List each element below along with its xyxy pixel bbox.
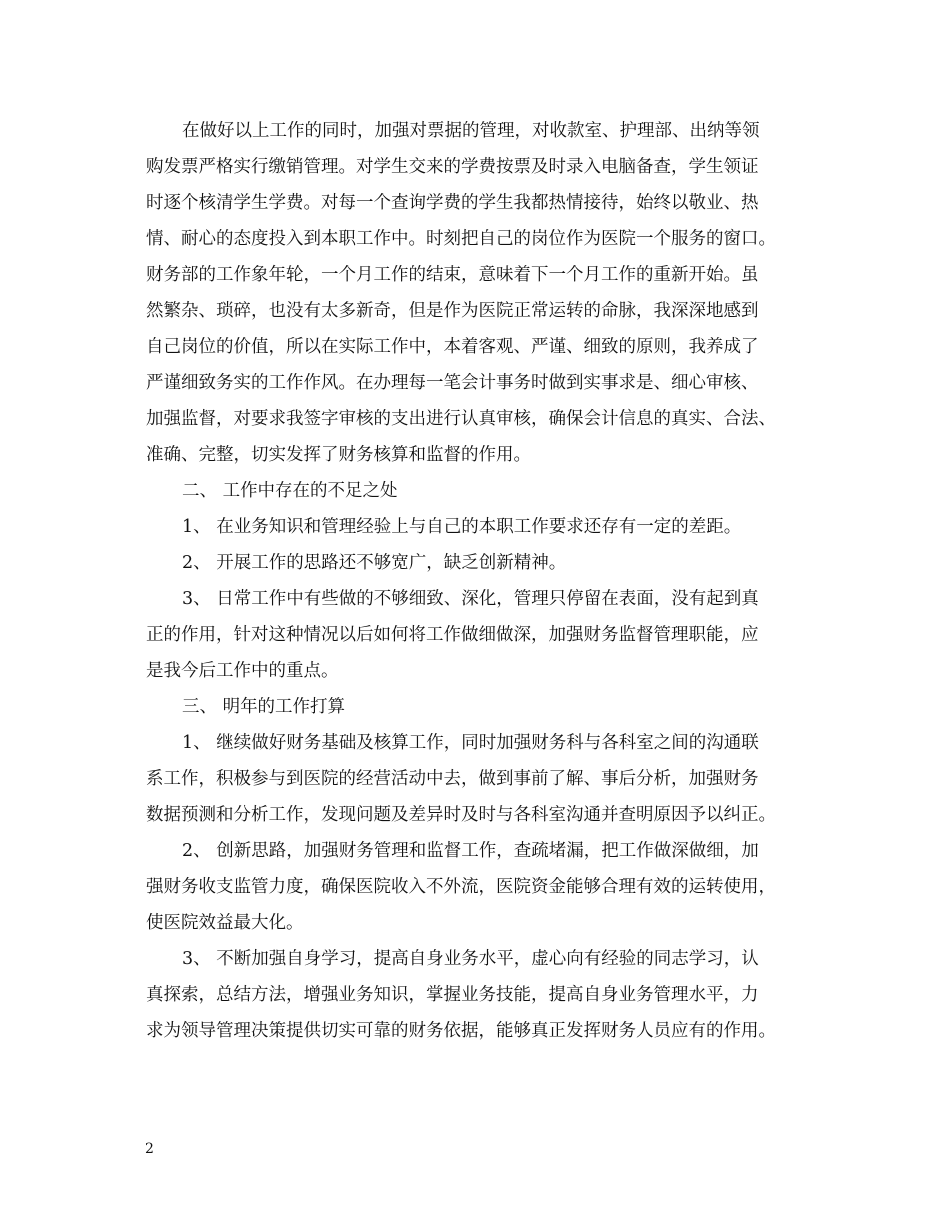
paragraph-line: 情、耐心的态度投入到本职工作中。时刻把自己的岗位作为医院一个服务的窗口。	[146, 229, 776, 249]
section-heading: 二、 工作中存在的不足之处	[182, 481, 398, 501]
paragraph-line: 求为领导管理决策提供切实可靠的财务依据，能够真正发挥财务人员应有的作用。	[146, 1021, 776, 1041]
paragraph-line: 购发票严格实行缴销管理。对学生交来的学费按票及时录入电脑备查，学生领证	[146, 157, 759, 177]
section-heading: 三、 明年的工作打算	[182, 697, 346, 717]
list-item: 2、 创新思路，加强财务管理和监督工作，查疏堵漏，把工作做深做细，加	[182, 841, 759, 861]
paragraph-line: 在做好以上工作的同时，加强对票据的管理，对收款室、护理部、出纳等领	[182, 121, 760, 141]
paragraph-line: 强财务收支监管力度，确保医院收入不外流，医院资金能够合理有效的运转使用，	[146, 877, 776, 897]
paragraph-line: 财务部的工作象年轮，一个月工作的结束，意味着下一个月工作的重新开始。虽	[146, 265, 759, 285]
paragraph-line: 严谨细致务实的工作作风。在办理每一笔会计事务时做到实事求是、细心审核、	[146, 373, 759, 393]
list-item: 2、 开展工作的思路还不够宽广，缺乏创新精神。	[182, 553, 567, 573]
list-item: 3、 不断加强自身学习，提高自身业务水平，虚心向有经验的同志学习，认	[182, 949, 759, 969]
paragraph-line: 系工作，积极参与到医院的经营活动中去，做到事前了解、事后分析，加强财务	[146, 769, 759, 789]
paragraph-line: 自己岗位的价值，所以在实际工作中，本着客观、严谨、细致的原则，我养成了	[146, 337, 759, 357]
paragraph-line: 真探索，总结方法，增强业务知识，掌握业务技能，提高自身业务管理水平，力	[146, 985, 759, 1005]
paragraph-line: 正的作用，针对这种情况以后如何将工作做细做深，加强财务监督管理职能，应	[146, 625, 759, 645]
paragraph-line: 加强监督，对要求我签字审核的支出进行认真审核，确保会计信息的真实、合法、	[146, 409, 776, 429]
list-item: 1、 在业务知识和管理经验上与自己的本职工作要求还存有一定的差距。	[182, 517, 742, 537]
paragraph-line: 数据预测和分析工作，发现问题及差异时及时与各科室沟通并查明原因予以纠正。	[146, 805, 776, 825]
page-number: 2	[145, 1141, 154, 1157]
list-item: 1、 继续做好财务基础及核算工作，同时加强财务科与各科室之间的沟通联	[182, 733, 759, 753]
paragraph-line: 然繁杂、琐碎，也没有太多新奇，但是作为医院正常运转的命脉，我深深地感到	[146, 301, 759, 321]
list-item: 3、 日常工作中有些做的不够细致、深化，管理只停留在表面，没有起到真	[182, 589, 759, 609]
paragraph-line: 准确、完整，切实发挥了财务核算和监督的作用。	[146, 445, 531, 465]
paragraph-line: 使医院效益最大化。	[146, 913, 304, 933]
paragraph-line: 是我今后工作中的重点。	[146, 661, 339, 681]
paragraph-line: 时逐个核清学生学费。对每一个查询学费的学生我都热情接待，始终以敬业、热	[146, 193, 759, 213]
